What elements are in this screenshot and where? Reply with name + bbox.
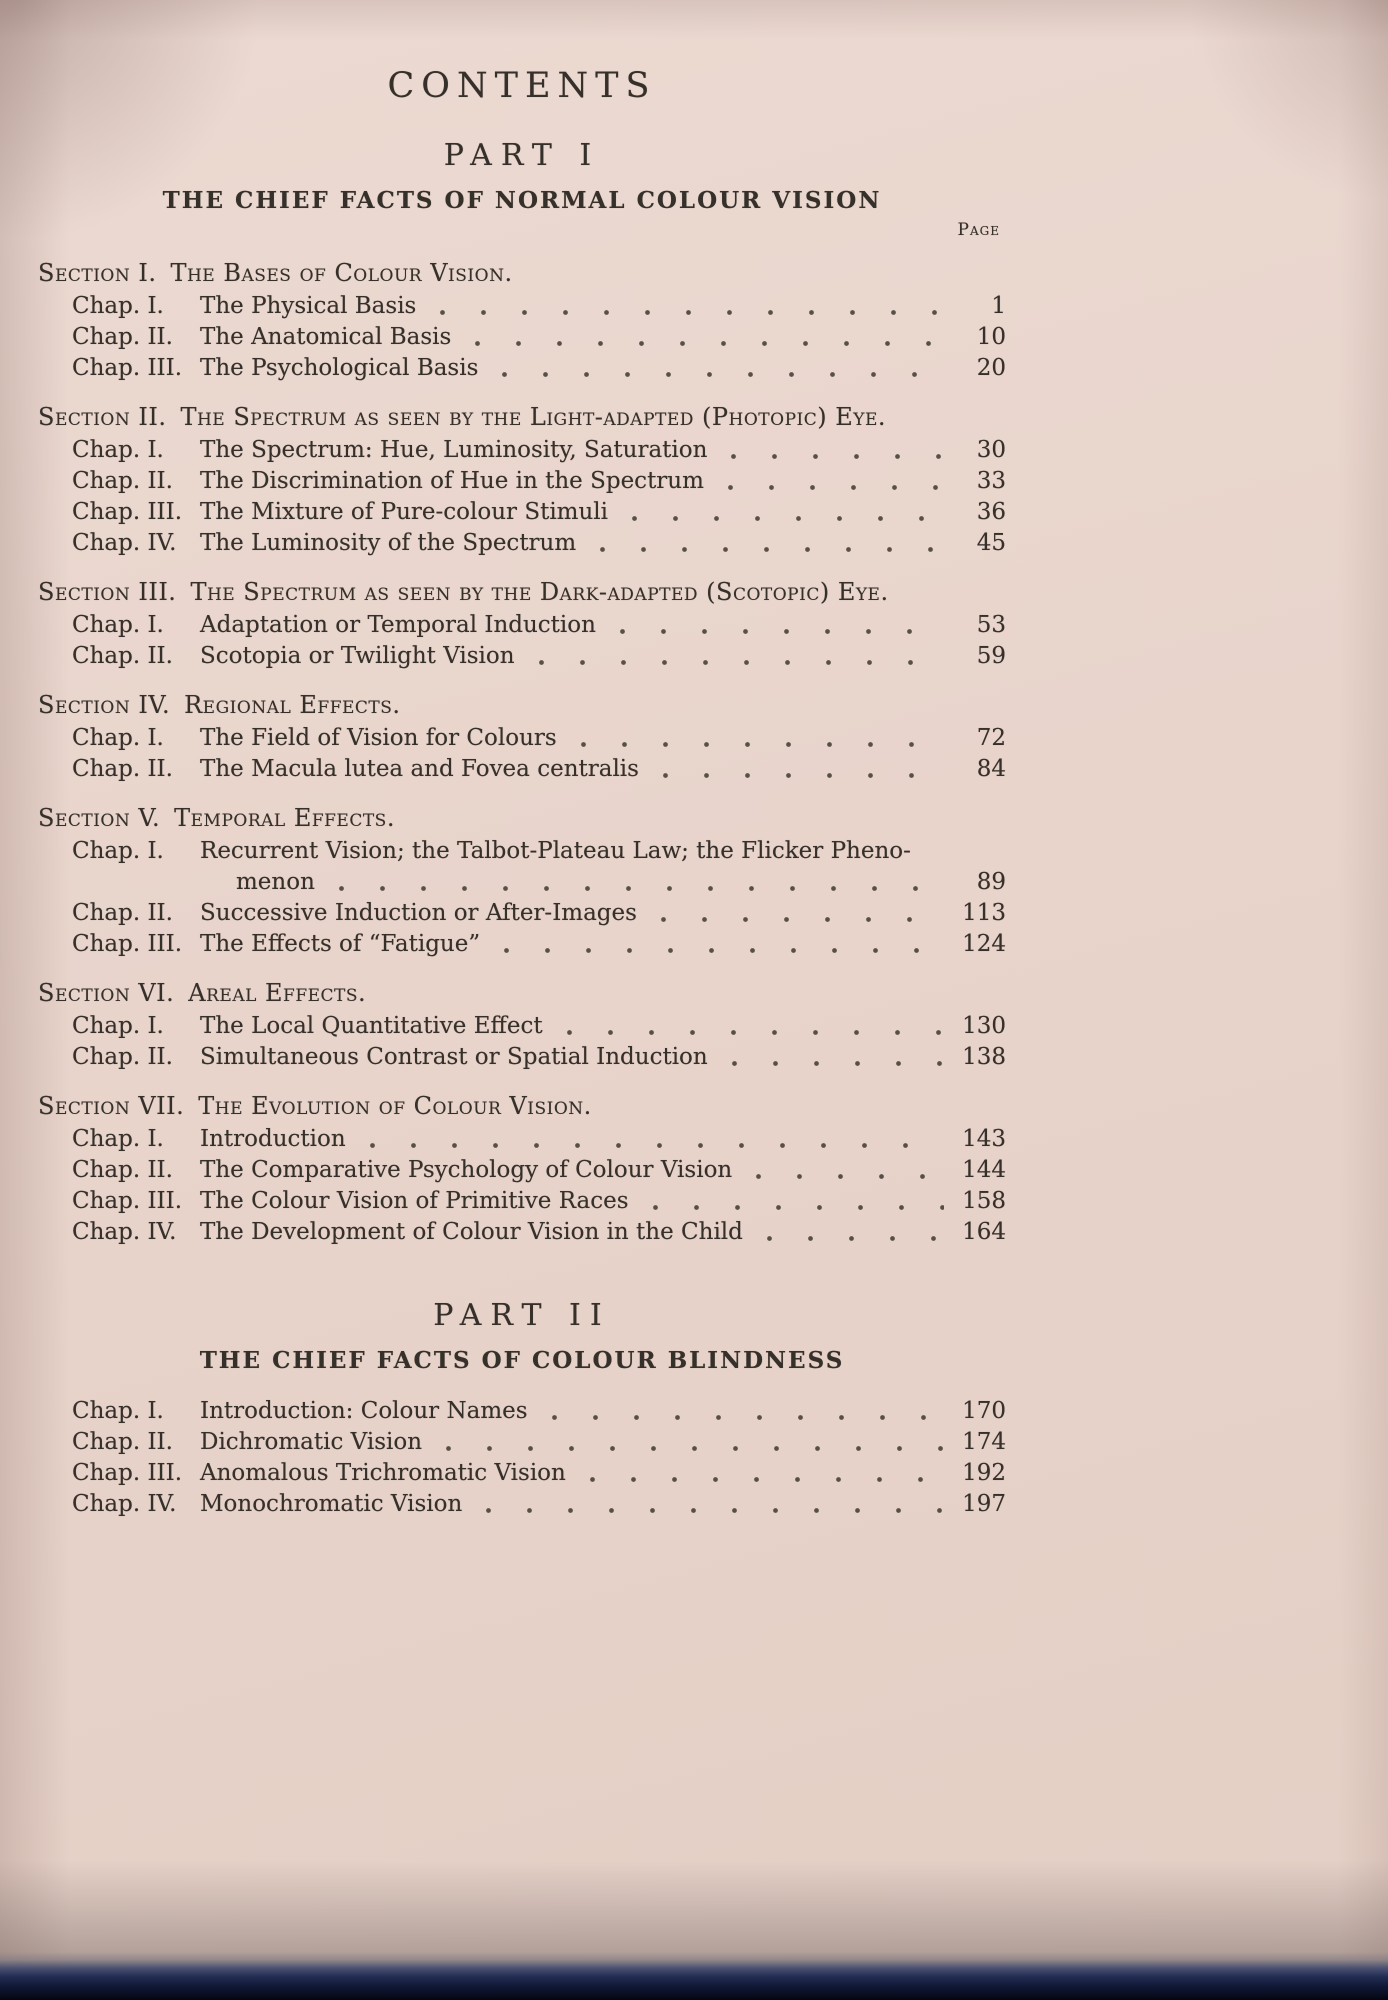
chapter-title: The Psychological Basis xyxy=(200,355,479,381)
chapter-title: Recurrent Vision; the Talbot-Plateau Law; the Flicker Pheno- xyxy=(200,838,911,864)
section-label: Section VII. xyxy=(38,1092,185,1120)
section-title: The Bases of Colour Vision. xyxy=(170,259,513,287)
section-heading xyxy=(38,577,1006,607)
section-label: Section IV. xyxy=(38,691,171,719)
contents-title: CONTENTS xyxy=(387,66,657,106)
dot-leader xyxy=(496,929,944,960)
chapter-label: Chap. I. xyxy=(72,437,164,463)
part1-title: PART I xyxy=(443,138,601,173)
chapter-page-number: 84 xyxy=(976,756,1006,782)
part2-chapters xyxy=(38,1396,1006,1520)
chapter-page-number: 170 xyxy=(962,1398,1006,1424)
chapter-title: The Field of Vision for Colours xyxy=(200,725,557,751)
toc-chapter-row xyxy=(38,528,1006,559)
toc-chapter-row xyxy=(38,1458,1006,1489)
chapter-label: Chap. II. xyxy=(72,1157,173,1183)
chapter-page-number: 36 xyxy=(976,499,1006,525)
toc-chapter-row xyxy=(38,723,1006,754)
chapter-label: Chap. III. xyxy=(72,499,183,525)
dot-leader xyxy=(432,291,944,322)
chapter-page-number: 59 xyxy=(976,643,1006,669)
chapter-title: Successive Induction or After-Images xyxy=(200,900,637,926)
chapter-title: The Colour Vision of Primitive Races xyxy=(200,1188,629,1214)
page-column-label: Page xyxy=(957,220,1000,240)
toc-chapter-row xyxy=(38,1155,1006,1186)
chapter-page-number: 30 xyxy=(976,437,1006,463)
toc-chapter-row xyxy=(38,1396,1006,1427)
dot-leader xyxy=(759,1217,944,1248)
section-heading xyxy=(38,978,1006,1008)
chapter-page-number: 33 xyxy=(976,468,1006,494)
dot-leader xyxy=(612,610,944,641)
chapter-label: Chap. I. xyxy=(72,725,164,751)
toc-chapter-row xyxy=(38,1011,1006,1042)
chapter-label: Chap. II. xyxy=(72,1044,173,1070)
toc-chapter-row xyxy=(38,1427,1006,1458)
toc-chapter-row xyxy=(38,1124,1006,1155)
chapter-title: The Local Quantitative Effect xyxy=(200,1013,543,1039)
chapter-title: The Luminosity of the Spectrum xyxy=(200,530,577,556)
toc-chapter-row xyxy=(38,291,1006,322)
toc-chapter-row xyxy=(38,466,1006,497)
chapter-title: The Discrimination of Hue in the Spectrum xyxy=(200,468,704,494)
chapter-page-number: 1 xyxy=(991,293,1006,319)
toc-chapter-row xyxy=(38,497,1006,528)
toc-chapter-row xyxy=(38,1042,1006,1073)
chapter-page-number: 10 xyxy=(976,324,1006,350)
section-heading xyxy=(38,803,1006,833)
chapter-label: Chap. III. xyxy=(72,355,183,381)
dot-leader xyxy=(559,1011,944,1042)
chapter-title: The Anatomical Basis xyxy=(200,324,452,350)
chapter-title: Introduction: Colour Names xyxy=(200,1398,528,1424)
chapter-page-number: 53 xyxy=(976,612,1006,638)
dot-leader xyxy=(544,1396,944,1427)
chapter-page-number: 72 xyxy=(976,725,1006,751)
section-title: The Spectrum as seen by the Light-adapted (Photopic) Eye. xyxy=(180,403,887,431)
section-title: Temporal Effects. xyxy=(174,804,395,832)
chapter-page-number: 45 xyxy=(976,530,1006,556)
dot-leader xyxy=(494,353,944,384)
chapter-label: Chap. I. xyxy=(72,612,164,638)
chapter-title: Anomalous Trichromatic Vision xyxy=(200,1460,566,1486)
dot-leader xyxy=(582,1458,944,1489)
chapter-page-number: 144 xyxy=(962,1157,1006,1183)
toc-section xyxy=(38,577,1006,672)
chapter-title: Monochromatic Vision xyxy=(200,1491,463,1517)
chapter-label: Chap. II. xyxy=(72,756,173,782)
dot-leader xyxy=(438,1427,944,1458)
section-heading xyxy=(38,402,1006,432)
dot-leader xyxy=(478,1489,944,1520)
chapter-title: Scotopia or Twilight Vision xyxy=(200,643,515,669)
chapter-title: The Spectrum: Hue, Luminosity, Saturation xyxy=(200,437,708,463)
chapter-title: The Mixture of Pure-colour Stimuli xyxy=(200,499,609,525)
toc-chapter-row xyxy=(38,754,1006,785)
section-title: The Evolution of Colour Vision. xyxy=(198,1092,592,1120)
toc-chapter-row xyxy=(38,898,1006,929)
toc-chapter-row xyxy=(38,929,1006,960)
chapter-page-number: 124 xyxy=(962,931,1006,957)
toc-section xyxy=(38,978,1006,1073)
dot-leader xyxy=(748,1155,944,1186)
chapter-title: The Physical Basis xyxy=(200,293,417,319)
section-title: Regional Effects. xyxy=(184,691,401,719)
chapter-page-number: 192 xyxy=(962,1460,1006,1486)
section-label: Section V. xyxy=(38,804,161,832)
section-heading xyxy=(38,258,1006,288)
toc-chapter-row xyxy=(38,836,1006,867)
chapter-label: Chap. IV. xyxy=(72,530,177,556)
chapter-label: Chap. II. xyxy=(72,324,173,350)
dot-leader xyxy=(331,867,944,898)
chapter-label: Chap. I. xyxy=(72,838,164,864)
chapter-label-spacer xyxy=(72,867,200,898)
dot-leader xyxy=(362,1124,944,1155)
chapter-label: Chap. I. xyxy=(72,293,164,319)
chapter-page-number: 197 xyxy=(962,1491,1006,1517)
part1-subtitle: THE CHIEF FACTS OF NORMAL COLOUR VISION xyxy=(162,187,882,214)
chapter-label: Chap. IV. xyxy=(72,1219,177,1245)
chapter-label: Chap. I. xyxy=(72,1013,164,1039)
toc-chapter-row xyxy=(38,1217,1006,1248)
chapter-page-number: 164 xyxy=(962,1219,1006,1245)
chapter-title: The Macula lutea and Fovea centralis xyxy=(200,756,639,782)
toc-chapter-row xyxy=(38,641,1006,672)
chapter-page-number: 138 xyxy=(962,1044,1006,1070)
toc-content xyxy=(38,66,1006,1520)
section-label: Section VI. xyxy=(38,979,175,1007)
chapter-title: Dichromatic Vision xyxy=(200,1429,423,1455)
toc-chapter-row-continuation xyxy=(38,867,1006,898)
chapter-title: The Comparative Psychology of Colour Vision xyxy=(200,1157,733,1183)
chapter-title: Introduction xyxy=(200,1126,346,1152)
chapter-page-number: 20 xyxy=(976,355,1006,381)
dot-leader xyxy=(720,466,944,497)
chapter-page-number: 174 xyxy=(962,1429,1006,1455)
chapter-label: Chap. II. xyxy=(72,1429,173,1455)
part2-title: PART II xyxy=(433,1298,611,1333)
dot-leader xyxy=(592,528,944,559)
dot-leader xyxy=(723,435,944,466)
chapter-title: Simultaneous Contrast or Spatial Induction xyxy=(200,1044,708,1070)
dot-leader xyxy=(655,754,944,785)
chapter-label: Chap. III. xyxy=(72,1460,183,1486)
toc-chapter-row xyxy=(38,1186,1006,1217)
toc-chapter-row xyxy=(38,353,1006,384)
chapter-title-continuation: menon xyxy=(236,869,315,895)
dot-leader xyxy=(467,322,944,353)
section-heading xyxy=(38,1091,1006,1121)
toc-chapter-row xyxy=(38,435,1006,466)
dot-leader xyxy=(724,1042,944,1073)
toc-section xyxy=(38,803,1006,960)
part1-sections xyxy=(38,258,1006,1248)
chapter-label: Chap. II. xyxy=(72,900,173,926)
toc-section xyxy=(38,402,1006,559)
chapter-page-number: 130 xyxy=(962,1013,1006,1039)
chapter-label: Chap. I. xyxy=(72,1126,164,1152)
chapter-page-number: 113 xyxy=(962,900,1006,926)
dot-leader xyxy=(624,497,944,528)
chapter-label: Chap. IV. xyxy=(72,1491,177,1517)
chapter-page-number: 158 xyxy=(962,1188,1006,1214)
toc-section xyxy=(38,690,1006,785)
chapter-title: The Development of Colour Vision in the Child xyxy=(200,1219,743,1245)
toc-chapter-row xyxy=(38,610,1006,641)
section-title: The Spectrum as seen by the Dark-adapted (Scotopic) Eye. xyxy=(190,578,889,606)
chapter-title: The Effects of “Fatigue” xyxy=(200,931,481,957)
section-heading xyxy=(38,690,1006,720)
chapter-label: Chap. II. xyxy=(72,468,173,494)
section-label: Section II. xyxy=(38,403,167,431)
dot-leader xyxy=(531,641,944,672)
chapter-label: Chap. III. xyxy=(72,1188,183,1214)
chapter-label: Chap. II. xyxy=(72,643,173,669)
section-label: Section I. xyxy=(38,259,157,287)
chapter-title: Adaptation or Temporal Induction xyxy=(200,612,596,638)
dot-leader xyxy=(653,898,944,929)
chapter-label: Chap. III. xyxy=(72,931,183,957)
scan-bottom-edge xyxy=(0,1952,1388,2000)
dot-leader xyxy=(645,1186,944,1217)
chapter-label: Chap. I. xyxy=(72,1398,164,1424)
dot-leader xyxy=(573,723,944,754)
toc-section xyxy=(38,258,1006,384)
part2-subtitle: THE CHIEF FACTS OF COLOUR BLINDNESS xyxy=(199,1347,845,1374)
chapter-page-number: 143 xyxy=(962,1126,1006,1152)
section-label: Section III. xyxy=(38,578,177,606)
section-title: Areal Effects. xyxy=(188,979,367,1007)
toc-chapter-row xyxy=(38,1489,1006,1520)
chapter-page-number: 89 xyxy=(976,869,1006,895)
toc-section xyxy=(38,1091,1006,1248)
toc-chapter-row xyxy=(38,322,1006,353)
